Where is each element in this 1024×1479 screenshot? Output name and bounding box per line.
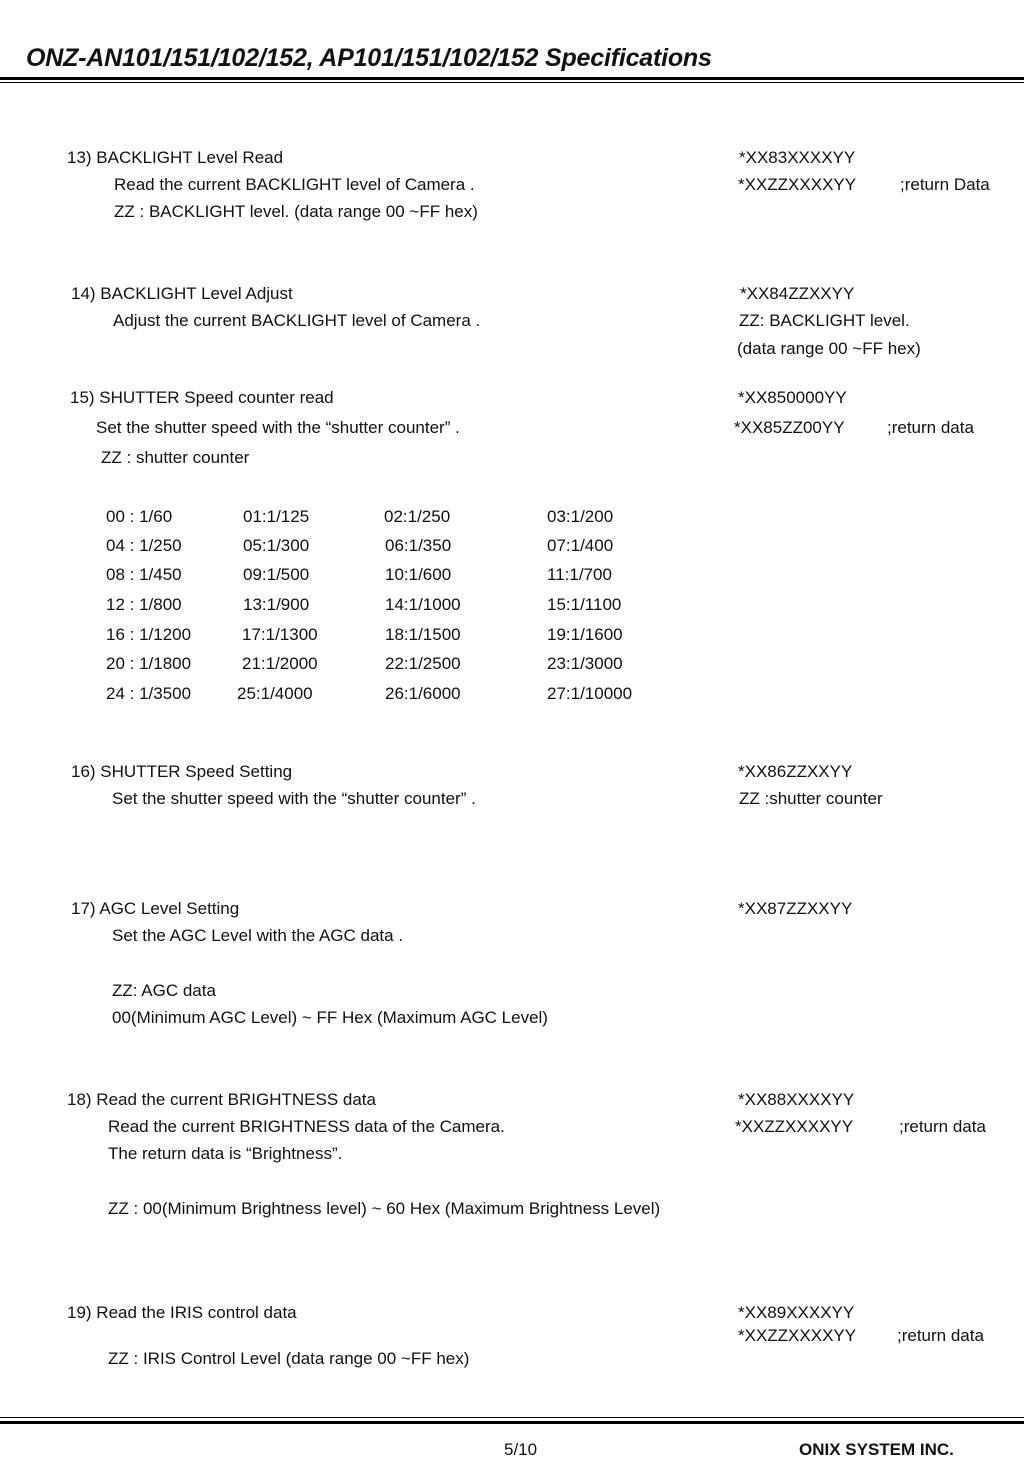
table-cell: 24 : 1/3500 [106,684,192,703]
description-line: 00(Minimum AGC Level) ~ FF Hex (Maximum AGC Level) [112,1008,548,1027]
description-line: Read the current BRIGHTNESS data of the Camera. [108,1117,505,1136]
command-code: *XX83XXXXYY [739,148,856,167]
page-title: ONZ-AN101/151/102/152, AP101/151/102/152 Specifications [26,44,712,72]
command-code: *XX87ZZXXYY [738,899,853,918]
description-line: ZZ : shutter counter [101,448,250,467]
command-code: *XX850000YY [738,388,847,407]
table-cell: 16 : 1/1200 [106,625,192,644]
parameter-note: ZZ :shutter counter [739,789,883,808]
table-cell: 14:1/1000 [385,595,461,614]
description-line: ZZ : BACKLIGHT level. (data range 00 ~FF hex) [114,202,478,221]
section-heading: 19) Read the IRIS control data [67,1303,297,1322]
table-cell: 05:1/300 [243,536,310,555]
command-code: *XX89XXXXYY [738,1303,855,1322]
table-cell: 12 : 1/800 [106,595,182,614]
return-code: *XXZZXXXXYY [735,1117,854,1136]
return-note: ;return data [887,418,974,437]
command-code: *XX88XXXXYY [738,1090,855,1109]
header-rule-thin [0,82,1024,83]
parameter-note: (data range 00 ~FF hex) [737,339,921,358]
description-line: The return data is “Brightness”. [108,1144,343,1163]
return-code: *XX85ZZ00YY [734,418,845,437]
command-code: *XX84ZZXXYY [740,284,855,303]
command-code: *XX86ZZXXYY [738,762,853,781]
table-cell: 09:1/500 [243,565,310,584]
description-line: Read the current BACKLIGHT level of Camera . [114,175,475,194]
table-cell: 20 : 1/1800 [106,654,192,673]
description-line: ZZ : IRIS Control Level (data range 00 ~FF hex) [108,1349,470,1368]
parameter-note: ZZ: BACKLIGHT level. [739,311,910,330]
table-cell: 10:1/600 [385,565,452,584]
description-line: ZZ: AGC data [112,981,216,1000]
company-name: ONIX SYSTEM INC. [799,1440,954,1459]
table-cell: 25:1/4000 [237,684,313,703]
table-cell: 07:1/400 [547,536,614,555]
table-cell: 11:1/700 [547,565,612,584]
table-cell: 00 : 1/60 [106,507,173,526]
table-cell: 19:1/1600 [547,625,623,644]
table-cell: 13:1/900 [243,595,310,614]
description-line: Set the shutter speed with the “shutter counter” . [96,418,460,437]
table-cell: 27:1/10000 [547,684,633,703]
table-cell: 22:1/2500 [385,654,461,673]
description-line: Adjust the current BACKLIGHT level of Camera . [113,311,481,330]
description-line: Set the AGC Level with the AGC data . [112,926,404,945]
table-cell: 01:1/125 [243,507,310,526]
return-note: ;return data [897,1326,984,1345]
table-cell: 15:1/1100 [547,595,622,614]
section-heading: 15) SHUTTER Speed counter read [70,388,334,407]
return-code: *XXZZXXXXYY [738,1326,857,1345]
section-heading: 13) BACKLIGHT Level Read [67,148,284,167]
table-cell: 18:1/1500 [385,625,461,644]
table-cell: 06:1/350 [385,536,452,555]
table-cell: 08 : 1/450 [106,565,182,584]
table-cell: 02:1/250 [384,507,451,526]
return-code: *XXZZXXXXYY [738,175,857,194]
section-heading: 17) AGC Level Setting [71,899,240,918]
section-heading: 18) Read the current BRIGHTNESS data [67,1090,376,1109]
table-cell: 03:1/200 [547,507,614,526]
page-number: 5/10 [504,1440,538,1459]
footer-rule-thick [0,1421,1024,1424]
return-note: ;return data [899,1117,986,1136]
description-line: Set the shutter speed with the “shutter counter” . [112,789,476,808]
header-rule-thick [0,77,1024,80]
table-cell: 04 : 1/250 [106,536,182,555]
description-line: ZZ : 00(Minimum Brightness level) ~ 60 Hex (Maximum Brightness Level) [108,1199,661,1218]
table-cell: 26:1/6000 [385,684,461,703]
section-heading: 14) BACKLIGHT Level Adjust [71,284,293,303]
table-cell: 17:1/1300 [242,625,318,644]
return-note: ;return Data [900,175,990,194]
section-heading: 16) SHUTTER Speed Setting [71,762,293,781]
table-cell: 23:1/3000 [547,654,623,673]
table-cell: 21:1/2000 [242,654,318,673]
footer-rule-thin [0,1417,1024,1418]
